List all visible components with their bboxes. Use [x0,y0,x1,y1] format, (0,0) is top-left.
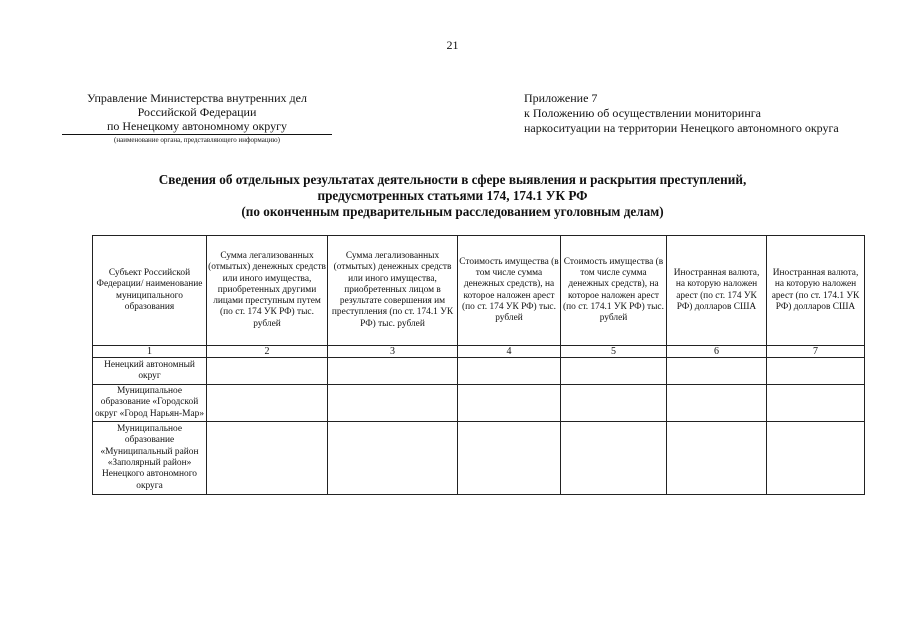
organization-underline [62,134,332,135]
table-cell [667,358,767,385]
table-cell [328,358,458,385]
table-cell [767,358,865,385]
table-row [93,385,865,422]
column-header: Сумма легализованных (отмытых) денежных средств или иного имущества, приобретенных другими лицами преступным путем (по ст. 174 УК РФ) тыс. рублей [207,236,328,346]
organization-line: Управление Министерства внутренних дел [87,91,307,105]
page-number: 21 [446,38,459,52]
organization-line: Российской Федерации [137,105,257,119]
column-number: 3 [328,346,458,358]
table-cell [667,422,767,495]
table-row [93,358,865,385]
column-header: Иностранная валюта, на которую наложен арест (по ст. 174.1 УК РФ) долларов США [767,236,865,346]
column-header: Субъект Российской Федерации/ наименование муниципального образования [93,236,207,346]
table-row [93,422,865,495]
organization-block [62,91,332,144]
organization-line: по Ненецкому автономному округу [106,119,288,133]
column-header: Иностранная валюта, на которую наложен арест (по ст. 174 УК РФ) долларов США [667,236,767,346]
report-table [92,235,865,495]
table-cell [767,422,865,495]
title-line: (по оконченным предварительным расследованием уголовным делам) [241,204,664,219]
table-cell [328,385,458,422]
row-label: Муниципальное образование «Городской округ «Город Нарьян-Мар» [93,385,207,422]
table-cell [458,385,561,422]
table-cell [667,385,767,422]
appendix-block [524,91,884,136]
row-label: Ненецкий автономный округ [93,358,207,385]
column-number: 7 [767,346,865,358]
table-cell [328,422,458,495]
row-label: Муниципальное образование «Муниципальный район «Заполярный район» Ненецкого автономного округа [93,422,207,495]
table-cell [561,385,667,422]
table-cell [207,422,328,495]
column-number: 2 [207,346,328,358]
column-number: 1 [93,346,207,358]
column-number: 4 [458,346,561,358]
column-header: Стоимость имущества (в том числе сумма денежных средств), на которое наложен арест (по ст. 174.1 УК РФ) тыс. рублей [561,236,667,346]
appendix-line: наркоситуации на территории Ненецкого автономного округа [524,121,839,135]
appendix-line: к Положению об осуществлении мониторинга [524,106,762,120]
title-line: Сведения об отдельных результатах деятельности в сфере выявления и раскрытия преступлений, [158,172,747,187]
table-cell [561,422,667,495]
table-cell [767,385,865,422]
document-title [60,172,845,220]
table-cell [207,358,328,385]
column-header: Стоимость имущества (в том числе сумма денежных средств), на которое наложен арест (по ст. 174 УК РФ) тыс. рублей [458,236,561,346]
header-row [93,236,865,346]
table-cell [207,385,328,422]
title-line: предусмотренных статьями 174, 174.1 УК РФ [317,188,588,203]
column-number-row [93,346,865,358]
table-cell [458,422,561,495]
column-number: 6 [667,346,767,358]
table-cell [458,358,561,385]
column-number: 5 [561,346,667,358]
table-cell [561,358,667,385]
appendix-line: Приложение 7 [524,91,598,105]
organization-caption: (наименование органа, представляющего информацию) [114,136,280,144]
column-header: Сумма легализованных (отмытых) денежных средств или иного имущества, приобретенных лицом в результате совершения им преступления (по ст. 174.1 УК РФ) тыс. рублей [328,236,458,346]
